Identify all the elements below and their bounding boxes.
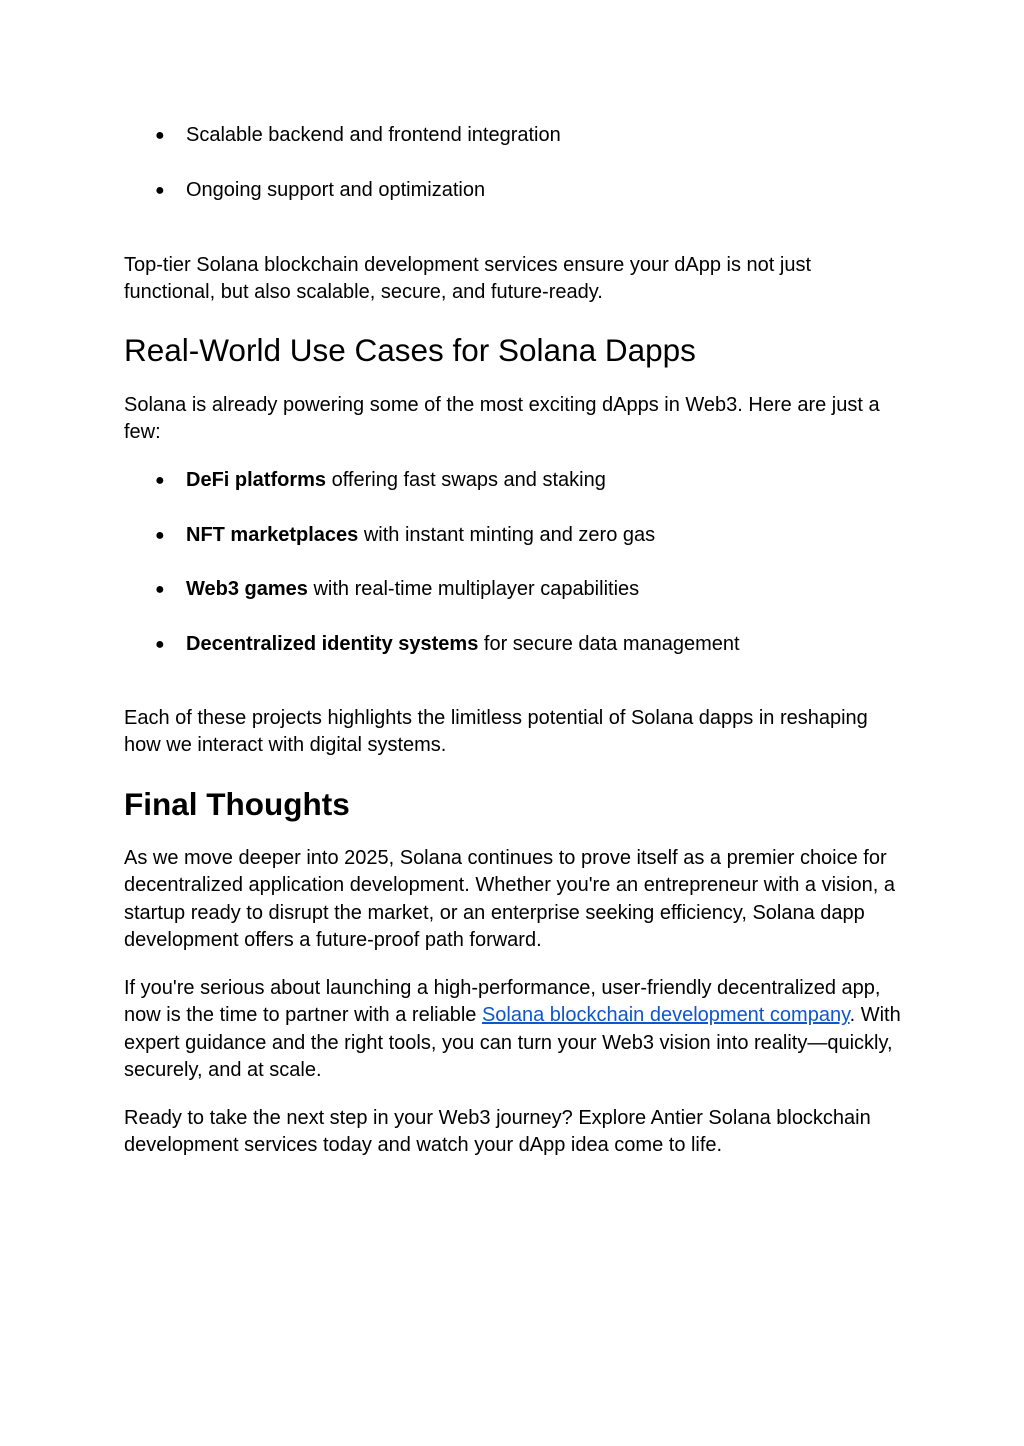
paragraph-text: . With expert guidance and the right tools, you can turn your Web3 vision into reality—quickly, securely, and at scale. <box>124 1004 901 1081</box>
final-paragraph-2 <box>124 975 904 1084</box>
top-bullet-list <box>124 122 904 204</box>
list-item <box>124 576 904 603</box>
list-item-text: offering fast swaps and staking <box>326 469 606 491</box>
list-item-bold: DeFi platforms <box>186 469 327 491</box>
list-item-text: with real-time multiplayer capabilities <box>307 578 640 600</box>
paragraph-text: If you're serious about launching a high-performance, user-friendly decentralized app, now is the time to partner with a reliable <box>124 977 881 1027</box>
bullet-icon: ● <box>155 472 165 489</box>
bullet-icon: ● <box>155 581 165 598</box>
list-item <box>124 631 904 658</box>
final-paragraph-3: Ready to take the next step in your Web3 journey? Explore Antier Solana blockchain development services today and watch your dApp idea come to life. <box>124 1107 871 1157</box>
solana-company-link[interactable]: Solana blockchain development company <box>481 1004 850 1027</box>
use-cases-closing: Each of these projects highlights the limitless potential of Solana dapps in reshaping how we interact with digital systems. <box>124 707 868 757</box>
list-item <box>124 177 904 204</box>
bullet-icon: ● <box>155 526 165 544</box>
list-item-text: Scalable backend and frontend integration <box>186 124 561 146</box>
list-item <box>124 522 904 549</box>
list-item-text: Ongoing support and optimization <box>186 179 486 201</box>
list-item <box>124 122 904 149</box>
bullet-icon: ● <box>155 635 165 653</box>
final-paragraph-1: As we move deeper into 2025, Solana continues to prove itself as a premier choice for decentralized application development. Whether you're an entrepreneur with a vision, a startup ready to disrupt the market, or an enterprise seeking efficiency, Solana dapp development offers a future-proof path forward. <box>124 847 895 951</box>
bullet-icon: ● <box>155 127 165 144</box>
bullet-icon: ● <box>155 182 165 199</box>
final-thoughts-heading: Final Thoughts <box>124 786 350 822</box>
intro-paragraph: Top-tier Solana blockchain development services ensure your dApp is not just functional, but also scalable, secure, and future-ready. <box>124 254 812 304</box>
use-cases-heading: Real-World Use Cases for Solana Dapps <box>124 332 696 368</box>
use-cases-intro: Solana is already powering some of the most exciting dApps in Web3. Here are just a few: <box>124 394 880 444</box>
list-item <box>124 467 904 494</box>
list-item-bold: Decentralized identity systems <box>186 632 479 655</box>
list-item-bold: NFT marketplaces <box>186 523 359 546</box>
list-item-text: with instant minting and zero gas <box>358 523 656 546</box>
list-item-text: for secure data management <box>478 632 740 655</box>
use-cases-list <box>124 467 904 658</box>
list-item-bold: Web3 games <box>186 578 308 600</box>
